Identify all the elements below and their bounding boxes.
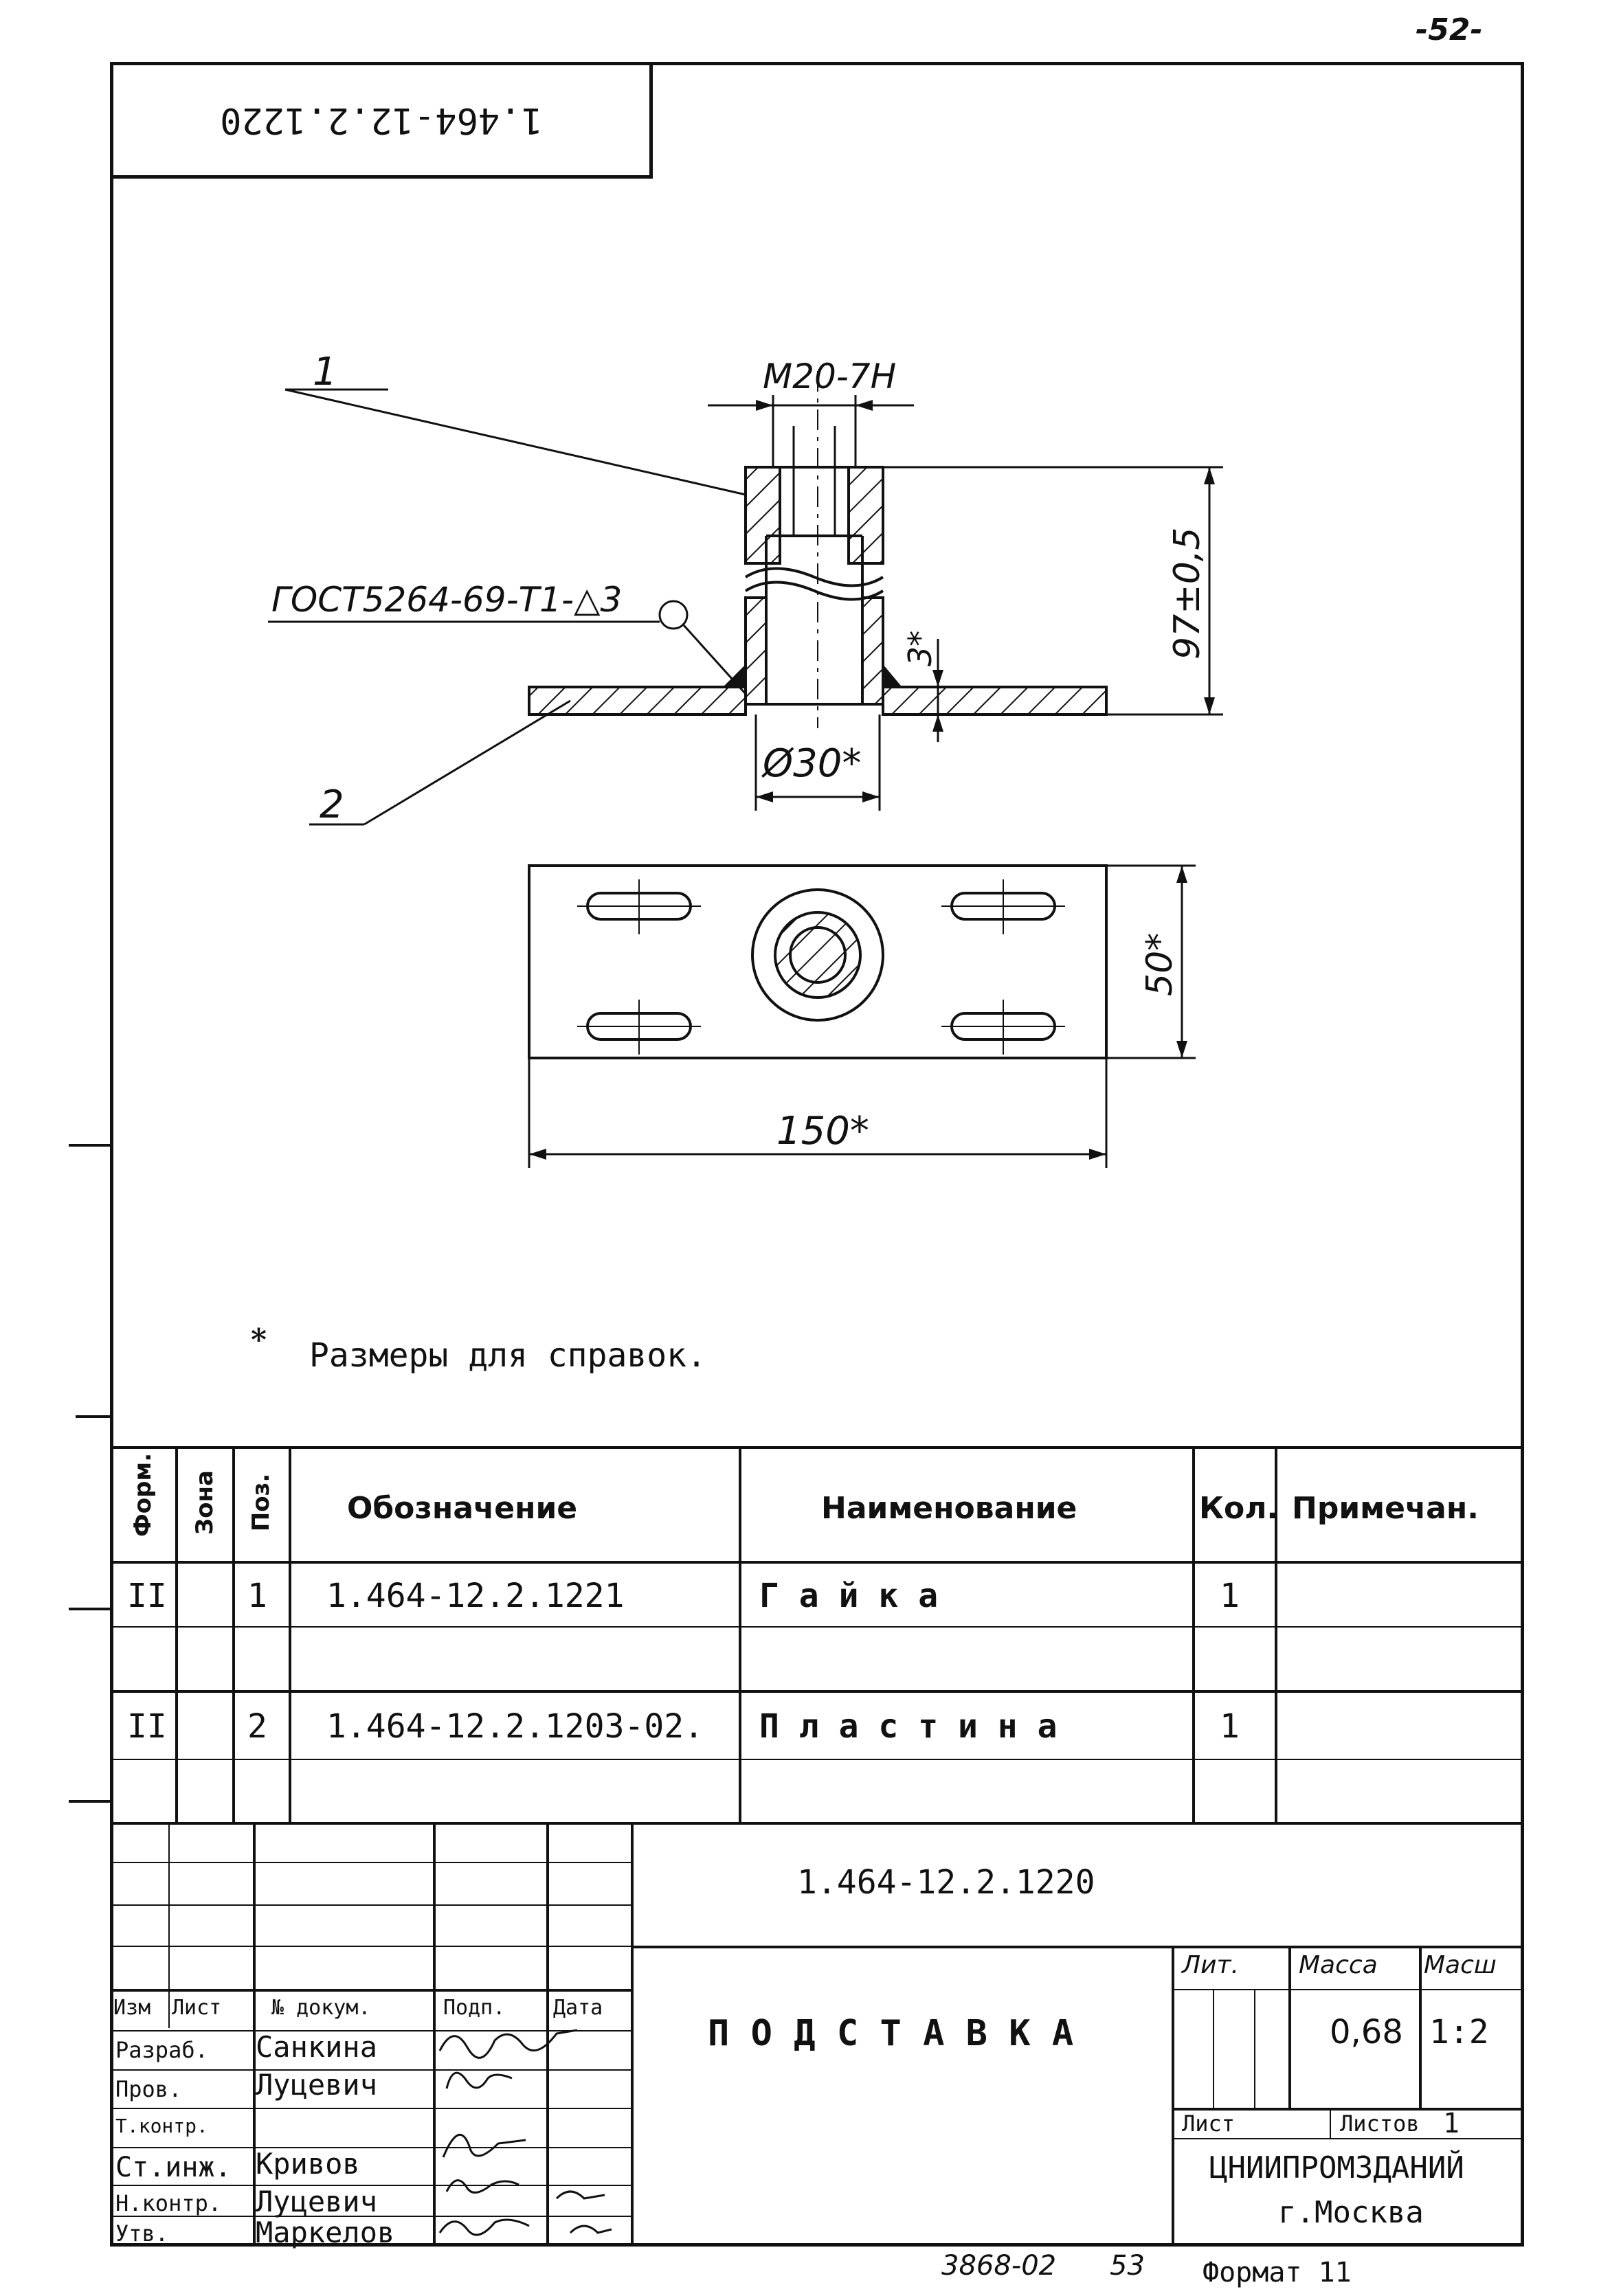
- signature-marks: [433, 2020, 632, 2247]
- header-qty: Кол.: [1199, 1491, 1279, 1526]
- row-format: II: [127, 1577, 167, 1615]
- doc-code: 1.464-12.2.1220: [797, 1863, 1095, 1902]
- scale-value: 1:2: [1429, 2013, 1489, 2051]
- footer-format: Формат 11: [1203, 2257, 1352, 2288]
- col-izm: Изм: [113, 1996, 151, 2020]
- name-senior-engineer: Кривов: [256, 2147, 360, 2181]
- role-norm-control: Н.контр.: [115, 2190, 222, 2216]
- margin-mark: [69, 1608, 110, 1610]
- header-name: Наименование: [821, 1491, 1077, 1526]
- margin-mark: [69, 1800, 110, 1803]
- row-qty: 1: [1220, 1707, 1240, 1746]
- org-city: г.Москва: [1278, 2195, 1424, 2230]
- sheets-label: Листов: [1340, 2111, 1420, 2137]
- row-format: II: [127, 1707, 167, 1746]
- nut-wall-left-bottom: [746, 598, 766, 704]
- role-checker: Пров.: [115, 2076, 182, 2102]
- row-name: Г а й к а: [759, 1577, 939, 1615]
- name-checker: Луцевич: [256, 2068, 378, 2102]
- row-designation: 1.464-12.2.1221: [326, 1577, 625, 1615]
- footer-page: 53: [1110, 2250, 1145, 2282]
- plate-section-left: [529, 687, 746, 714]
- spec-table-bottom: [110, 1822, 1524, 1825]
- role-approver: Утв.: [115, 2220, 169, 2247]
- role-tech-control: Т.контр.: [115, 2115, 208, 2137]
- note-text: Размеры для справок.: [309, 1336, 706, 1375]
- col-date: Дата: [553, 1996, 603, 2020]
- page-number: -52-: [1416, 12, 1483, 47]
- margin-mark: [76, 1415, 110, 1418]
- plate-section-right: [883, 687, 1106, 714]
- width-label: 50*: [1139, 932, 1181, 996]
- scale-label: Масш: [1424, 1951, 1497, 1979]
- row-pos: 2: [247, 1707, 267, 1746]
- drawing-title: П О Д С Т А В К А: [708, 2013, 1074, 2054]
- row-name: П л а с т и н а: [759, 1707, 1058, 1746]
- mass-value: 0,68: [1330, 2013, 1403, 2051]
- row-qty: 1: [1220, 1577, 1240, 1615]
- name-approver: Маркелов: [256, 2216, 395, 2249]
- col-doc-no: № докум.: [271, 1996, 371, 2020]
- height-label: 97±0,5: [1167, 527, 1208, 660]
- note-mark: *: [251, 1323, 267, 1358]
- header-zone: Зона: [191, 1470, 219, 1535]
- header-pos: Поз.: [247, 1473, 275, 1532]
- role-senior-engineer: Ст.инж.: [115, 2152, 232, 2183]
- callout-2: 2: [320, 783, 344, 827]
- weld-dim-label: 3*: [902, 630, 939, 666]
- row-designation: 1.464-12.2.1203-02.: [326, 1707, 704, 1746]
- length-label: 150*: [776, 1109, 869, 1153]
- nut-wall-right-bottom: [862, 598, 883, 704]
- col-sign: Подп.: [443, 1996, 506, 2020]
- thread-label: M20-7H: [763, 357, 897, 396]
- header-designation: Обозначение: [347, 1491, 578, 1526]
- callout-1: 1: [313, 350, 337, 394]
- corner-stamp: 1.464-12.2.1220: [220, 100, 543, 141]
- header-note: Примечан.: [1292, 1491, 1479, 1526]
- role-developer: Разраб.: [115, 2037, 208, 2063]
- diameter-label: Ø30*: [763, 741, 862, 786]
- spec-table-top: [110, 1446, 1524, 1449]
- footer-code: 3868-02: [941, 2250, 1057, 2282]
- nut-wall-left-top: [746, 467, 780, 563]
- spec-header-bottom: [110, 1561, 1524, 1564]
- org-name: ЦНИИПРОМЗДАНИЙ: [1209, 2150, 1464, 2185]
- sheet-label: Лист: [1182, 2111, 1235, 2137]
- col-list: Лист: [172, 1996, 222, 2020]
- name-developer: Санкина: [256, 2030, 378, 2064]
- row-pos: 1: [247, 1577, 267, 1615]
- weld-label: ГОСТ5264-69-Т1-△3: [271, 580, 623, 620]
- nut-wall-right-top: [849, 467, 883, 563]
- mass-label: Масса: [1299, 1951, 1378, 1979]
- lit-label: Лит.: [1182, 1951, 1239, 1979]
- name-norm-control: Луцевич: [256, 2185, 378, 2218]
- sheets-value: 1: [1443, 2108, 1460, 2139]
- header-format: Форм.: [129, 1452, 157, 1537]
